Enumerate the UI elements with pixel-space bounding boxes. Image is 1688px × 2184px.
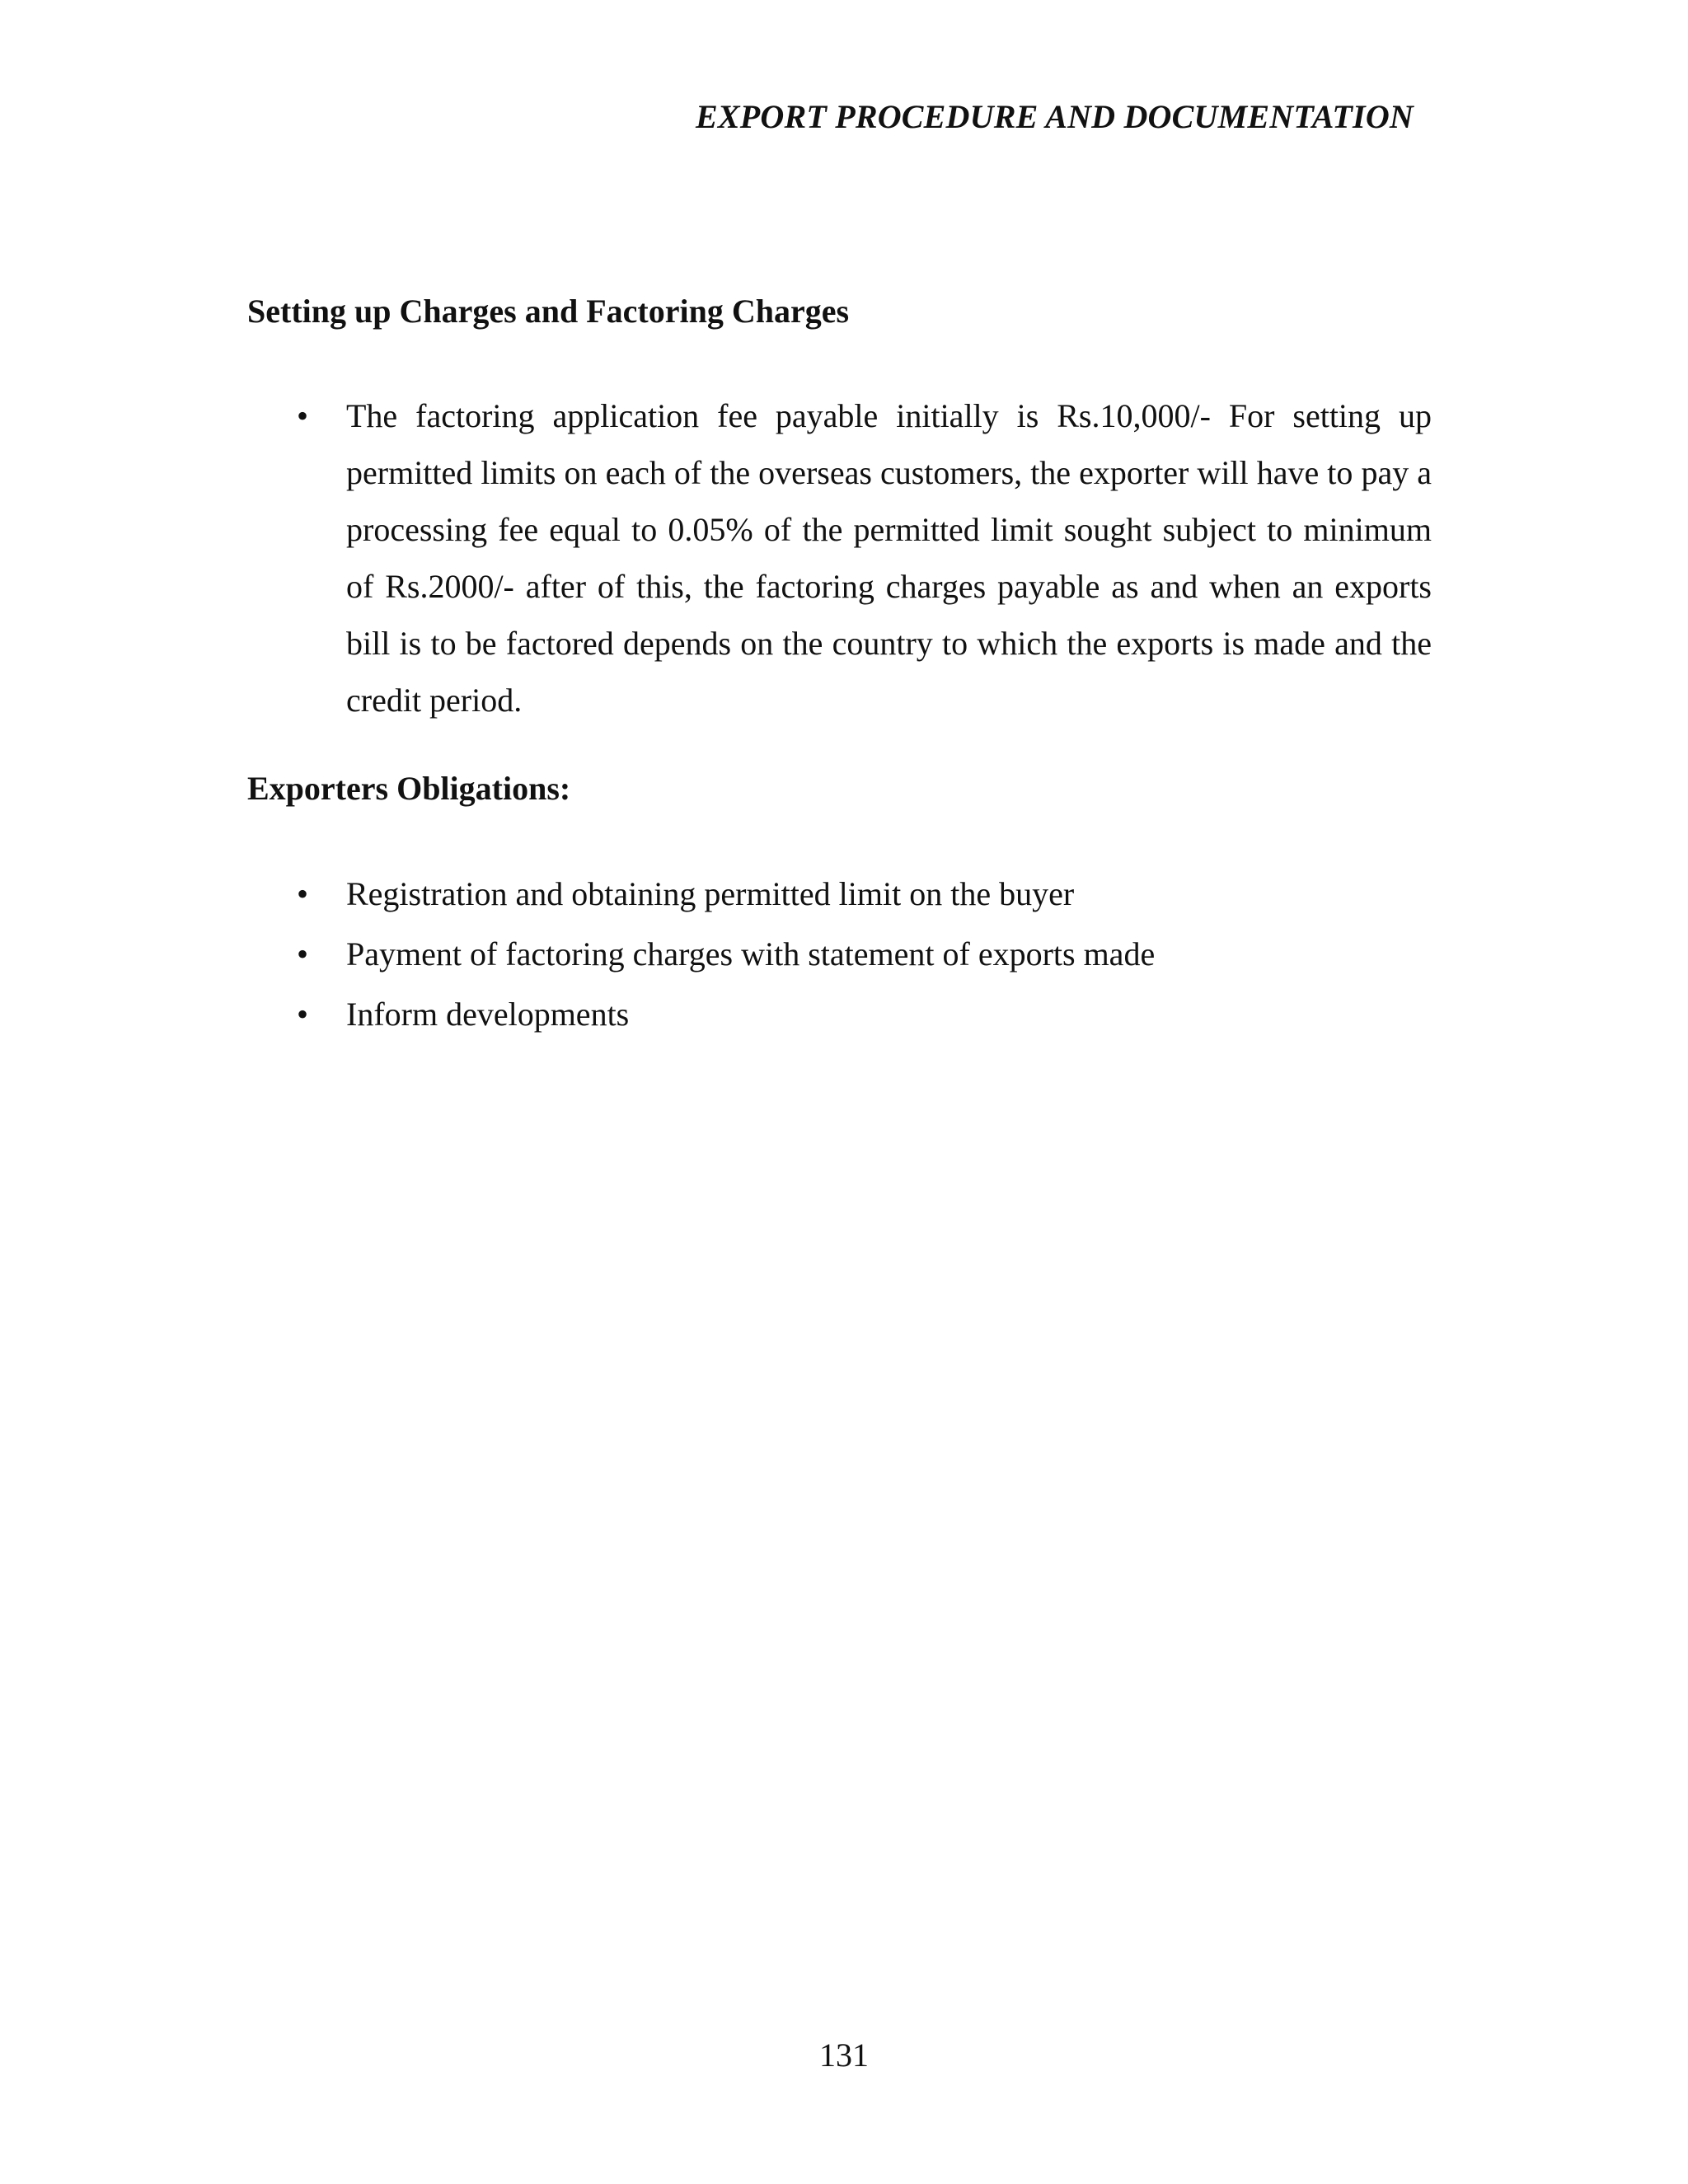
running-header-title: EXPORT PROCEDURE AND DOCUMENTATION (696, 98, 1414, 135)
list-item (297, 387, 1432, 729)
list-item-text: Registration and obtaining permitted limit on the buyer (346, 875, 1075, 912)
section-heading-setting-up-charges: Setting up Charges and Factoring Charges (247, 293, 850, 330)
list-item (297, 924, 1432, 984)
bullet-icon: • (297, 875, 309, 912)
list-item-text: Inform developments (346, 996, 630, 1033)
setting-up-charges-list (297, 387, 1432, 729)
bullet-icon: • (297, 397, 309, 434)
list-item (297, 984, 1432, 1044)
list-item-text: Payment of factoring charges with statement of exports made (346, 935, 1156, 972)
list-item-text: The factoring application fee payable initially is Rs.10,000/- For setting up permitted limits on each of the overseas customers, the exporter will have to pay a processing fee equal to 0.05% of the permitted limit sought subject to minimum of Rs.2000/- after of this, the factoring charges payable as and when an exports bill is to be factored depends on the country to which the exports is made and the credit period. (346, 397, 1432, 719)
section-heading-exporters-obligations: Exporters Obligations: (247, 770, 571, 807)
exporters-obligations-list (297, 864, 1432, 1044)
page-number: 131 (819, 2036, 869, 2074)
bullet-icon: • (297, 935, 309, 972)
list-item (297, 864, 1432, 924)
bullet-icon: • (297, 996, 309, 1033)
